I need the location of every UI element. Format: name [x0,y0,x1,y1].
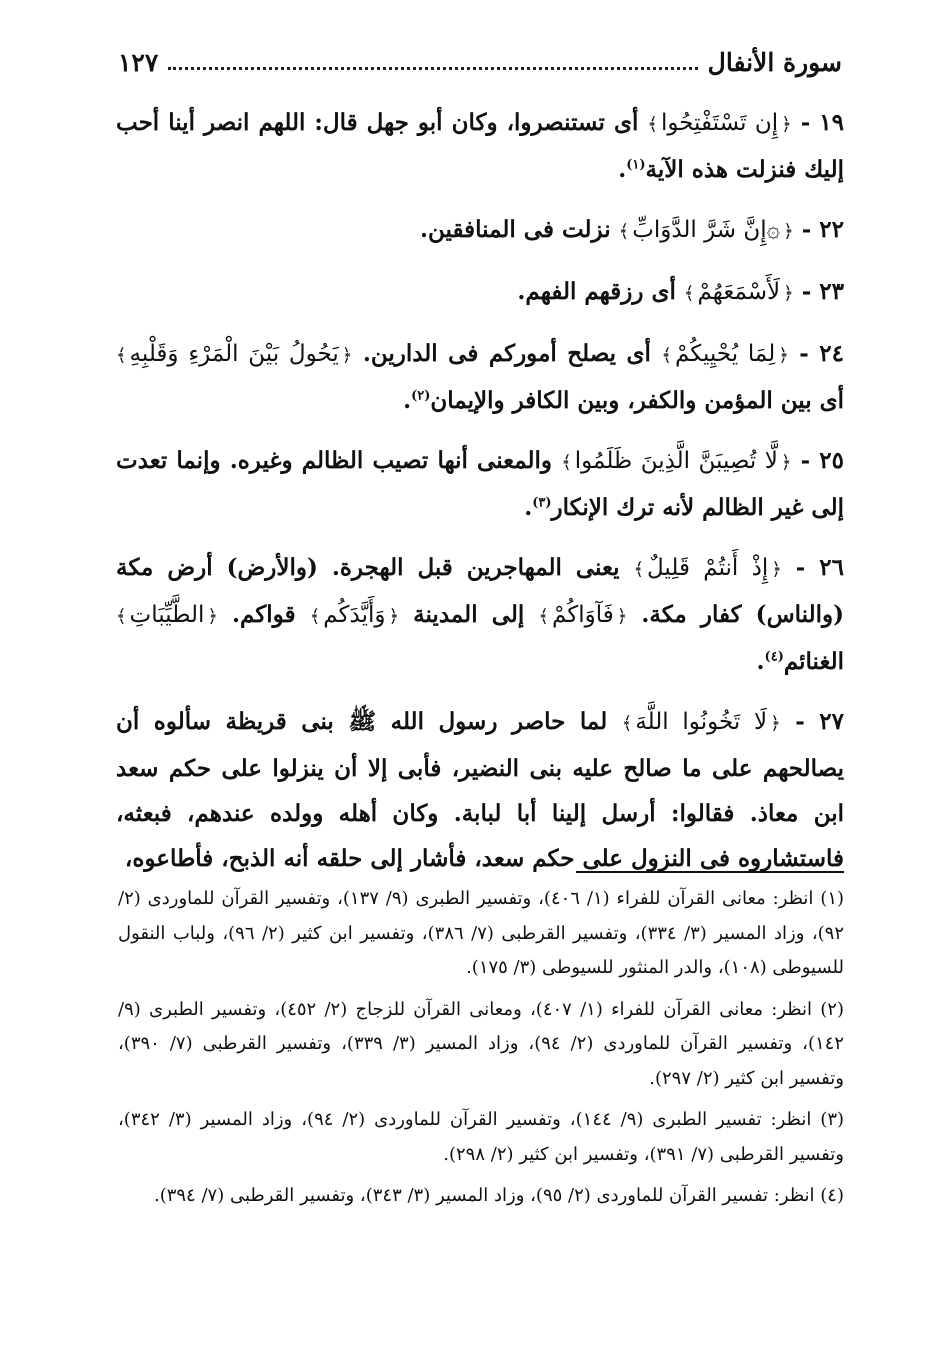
quran-quote-2: ﴿ يَحُولُ بَيْنَ الْمَرْءِ وَقَلْبِهِ ﴾ [116,341,352,367]
quran-quote: ﴿ لَّا تُصِيبَنَّ الَّذِينَ ظَلَمُوا ﴾ [561,448,791,474]
quran-quote: ﴿ لَأَسْمَعَهُمْ ﴾ [684,279,794,305]
surah-title: سورة الأنفال [707,47,842,77]
entry-end: . [524,494,533,521]
quran-quote: ﴿ إِذْ أَنتُمْ قَلِيلٌ ﴾ [633,555,781,581]
entry-text: لما حاصر رسول الله ﷺ بنى قريظة سألوه أن يصالحهم على ما صالح عليه بنى النضير، فأبى إلا أن ينزلوا على حكم سعد ابن معاذ. فقالوا: أرسل إلينا أبا لبابة. وكان أهله وولده عندهم، فبعثه، فاستشاروه فى النزول على حكم سعد، فأشار إلى حلقه أنه الذبح، فأطاعوه، [116,708,844,872]
entry-25 [116,438,844,530]
footnote-3: (٣) انظر: تفسير الطبرى (٩/ ١٤٤)، وتفسير القرآن للماوردى (٢/ ٩٤)، وزاد المسير (٣/ ٣٤٢)، وتفسير القرطبى (٧/ ٣٩١)، وتفسير ابن كثير (٢/ ٢٩٨). [118,1109,845,1165]
footnote-2: (٢) انظر: معانى القرآن للفراء (١/ ٤٠٧)، ومعانى القرآن للزجاج (٢/ ٤٥٢)، وتفسير الطبرى (٩/ ١٤٢)، وتفسير القرآن للماوردى (٢/ ٩٤)، وزاد المسير (٣/ ٣٣٩)، وتفسير القرطبى (٧/ ٣٩٠)، وتفسير ابن كثير (٢/ ٢٩٧). [118,998,844,1089]
entry-text: يعنى المهاجرين قبل الهجرة. (والأرض) أرض مكة (والناس) كفار مكة. [116,554,844,628]
running-header [118,40,842,84]
entry-text-3: قواكم. [232,601,296,628]
entry-22 [116,207,844,254]
quran-quote-3: ﴿ وَأَيَّدَكُم ﴾ [310,602,399,628]
footnote-ref: (٤) [764,649,784,665]
entry-text: أى تستنصروا، وكان أبو جهل قال: اللهم انصر أينا أحب إليك فنزلت هذه الآية [116,109,844,183]
page-number: ١٢٧ [118,47,159,77]
footnote-4: (٤) انظر: تفسير القرآن للماوردى (٢/ ٩٥)، وزاد المسير (٣/ ٣٤٣)، وتفسير القرطبى (٧/ ٣٩٤). [153,1185,844,1206]
verse-number: ٢٥ - [800,447,844,474]
verse-number: ٢٤ - [799,340,844,367]
entry-text: والمعنى أنها تصيب الظالم وغيره. وإنما تعدت إلى غير الظالم لأنه ترك الإنكار [116,447,844,521]
entry-text: أى يصلح أموركم فى الدارين. [362,340,651,367]
entry-text-4: الغنائم [783,648,844,675]
entry-24 [116,331,844,423]
verse-number: ٢٧ - [795,708,844,735]
quran-quote: ﴿ إِن تَسْتَفْتِحُوا ﴾ [647,110,791,136]
quran-quote: ﴿ ۞إِنَّ شَرَّ الدَّوَابِّ ﴾ [619,217,794,243]
footnote-ref: (٢) [411,388,431,404]
entry-19 [116,100,844,192]
quran-quote-2: ﴿ فَآوَاكُمْ ﴾ [538,602,627,628]
entry-23 [116,269,844,316]
footnote-ref: (١) [626,157,646,173]
footnote-ref: (٣) [532,495,552,511]
dotted-leader [168,55,697,70]
verse-number: ٢٦ - [795,554,844,581]
verse-number: ٢٢ - [801,216,844,243]
quran-quote: ﴿ لَا تَخُونُوا اللَّهَ ﴾ [622,709,781,735]
entry-text-2: إلى المدينة [413,601,525,628]
footnote-separator [576,871,844,873]
quran-quote-4: ﴿ الطَّيِّبَاتِ ﴾ [116,602,218,628]
entry-end: . [756,648,765,675]
verse-number: ١٩ - [800,109,844,136]
footnotes [118,882,844,1221]
entry-end: . [618,156,627,183]
entry-end: . [403,387,412,414]
entry-27 [116,699,844,881]
quran-quote: ﴿ لِمَا يُحْيِيكُمْ ﴾ [661,341,788,367]
commentary-body [116,100,844,896]
verse-number: ٢٣ - [801,278,844,305]
entry-text: أى رزقهم الفهم. [517,278,676,305]
entry-text-2: أى بين المؤمن والكفر، وبين الكافر والإيمان [430,387,844,414]
footnote-1: (١) انظر: معانى القرآن للفراء (١/ ٤٠٦)، وتفسير الطبرى (٩/ ١٣٧)، وتفسير القرآن للماوردى (٢/ ٩٢)، وزاد المسير (٣/ ٣٣٤)، وتفسير القرطبى (٧/ ٣٨٦)، وتفسير ابن كثير (٢/ ٩٦)، ولباب النقول للسيوطى (١٠٨)، والدر المنثور للسيوطى (٣/ ١٧٥). [118,888,845,978]
entry-26 [116,545,844,684]
entry-text: نزلت فى المنافقين. [420,216,611,243]
